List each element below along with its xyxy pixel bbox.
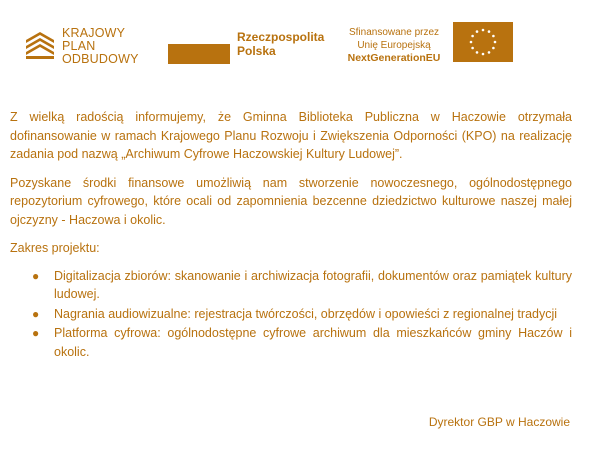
rp-logo-line: Rzeczpospolita [237, 30, 325, 44]
bullet-icon: ● [32, 306, 40, 321]
funding-paragraph: Pozyskane środki finansowe umożliwią nam stworzenie nowoczesnego, ogólnodostępnego repozytorium cyfrowego, które ocali od zapomnienia bezcenne dziedzictwo kulturowe naszej małej ojczyzny - Haczowa i okolic. [10, 175, 572, 227]
kpo-logo-line: ODBUDOWY [62, 52, 139, 66]
list-item-text: Platforma cyfrowa: ogólnodostępne cyfrowe archiwum dla mieszkańców gminy Haczów i okolic. [54, 326, 572, 359]
list-item [10, 305, 572, 324]
kpo-logo-line: PLAN [62, 39, 96, 53]
polish-flag-icon [168, 44, 230, 64]
kpo-logo-text [62, 27, 139, 66]
scope-list [10, 267, 572, 362]
eu-logo-line: Sfinansowane przez [348, 27, 440, 38]
list-item [10, 324, 572, 361]
eu-logo-text [344, 26, 444, 65]
kpo-logo-icon [22, 26, 58, 62]
kpo-logo-line: KRAJOWY [62, 26, 126, 40]
eu-flag-icon [453, 22, 513, 62]
eu-logo-line: NextGenerationEU [347, 52, 441, 64]
list-item-text: Digitalizacja zbiorów: skanowanie i archiwizacja fotografii, dokumentów oraz pamiątek kultury ludowej. [54, 268, 572, 301]
rp-logo-line: Polska [237, 44, 276, 58]
eu-logo-line: Unię Europejską [357, 40, 431, 51]
rp-logo-text [237, 30, 324, 58]
list-item-text: Nagrania audiowizualne: rejestracja twórczości, obrzędów i opowieści z regionalnej tradycji [54, 306, 558, 321]
intro-paragraph: Z wielką radością informujemy, że Gminna Biblioteka Publiczna w Haczowie otrzymała dofinansowanie w ramach Krajowego Planu Rozwoju i Zwiększenia Odporności (KPO) na realizację zadania pod nazwą „Archiwum Cyfrowe Haczowskiej Kultury Ludowej”. [10, 110, 572, 161]
logo-bar [0, 0, 600, 90]
bullet-icon: ● [32, 268, 40, 283]
scope-heading: Zakres projektu: [10, 241, 100, 255]
signature: Dyrektor GBP w Haczowie [428, 415, 570, 429]
bullet-icon: ● [32, 326, 40, 340]
list-item [10, 267, 572, 304]
document-body [10, 108, 572, 362]
